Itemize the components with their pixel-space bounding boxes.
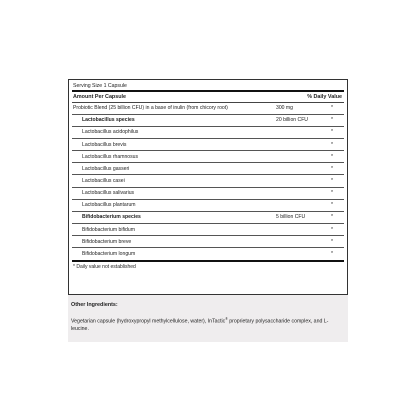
nutrient-row [72,224,344,236]
nutrient-name: Lactobacillus gasseri [82,165,130,172]
nutrient-name: Probiotic Blend (25 billion CFU) in a base of inulin (from chicory root) [73,105,228,112]
nutrient-daily-value: * [331,214,333,221]
registered-mark: ® [225,317,228,321]
other-ingredients-text [71,316,345,333]
nutrient-daily-value: * [331,129,333,136]
nutrient-row [72,212,344,224]
nutrient-name: Lactobacillus casei [82,178,125,184]
nutrient-name: Bifidobacterium bifidum [82,226,135,233]
nutrient-row [72,163,344,175]
footnote: * Daily value not established [73,264,136,271]
nutrient-row [72,236,344,248]
nutrient-daily-value: * [331,238,333,245]
nutrient-row [72,175,344,187]
nutrient-row [72,127,344,139]
nutrient-row [72,151,344,163]
other-ingredients-title: Other Ingredients: [71,302,118,308]
nutrient-name: Lactobacillus species [82,117,135,124]
nutrient-daily-value: * [331,117,333,124]
nutrient-amount: 300 mg [276,105,293,112]
nutrient-daily-value: * [331,165,333,172]
nutrient-daily-value: * [331,141,333,148]
nutrient-name: Bifidobacterium species [82,214,141,221]
nutrient-row [72,188,344,200]
nutrient-name: Bifidobacterium breve [82,238,132,245]
daily-value-label: % Daily Value [307,94,342,100]
ingredients-text-part1: Vegetarian capsule (hydroxypropyl methylcellulose, water), InTactic [71,318,226,325]
nutrient-daily-value: * [331,105,333,112]
serving-size: Serving Size 1 Capsule [73,83,127,89]
supplement-facts-panel [68,79,348,295]
nutrient-name: Lactobacillus acidophilus [82,129,139,136]
ingredients-text-part2: proprietary polysaccharide complex, and L-leucine. [71,318,329,332]
nutrient-amount: 5 billion CFU [276,214,306,221]
nutrient-row [72,200,344,212]
nutrient-daily-value: * [331,251,333,258]
nutrient-name: Lactobacillus rhamnosus [82,153,139,160]
other-ingredients-section [68,295,348,342]
amount-per-capsule-label: Amount Per Capsule [73,94,127,100]
nutrient-name: Lactobacillus plantarum [82,202,136,209]
nutrient-row [72,248,344,260]
nutrient-daily-value: * [331,190,333,197]
nutrient-row [72,115,344,127]
nutrient-daily-value: * [331,153,333,160]
nutrient-daily-value: * [331,178,333,184]
amount-header-row [72,92,344,102]
nutrient-name: Bifidobacterium longum [82,251,136,258]
nutrient-amount: 20 billion CFU [276,117,308,124]
nutrient-name: Lactobacillus brevis [82,141,127,148]
nutrient-daily-value: * [331,202,333,209]
nutrient-row [72,139,344,151]
nutrient-daily-value: * [331,226,333,233]
nutrient-row [72,103,344,115]
nutrient-name: Lactobacillus salivarius [82,190,135,197]
